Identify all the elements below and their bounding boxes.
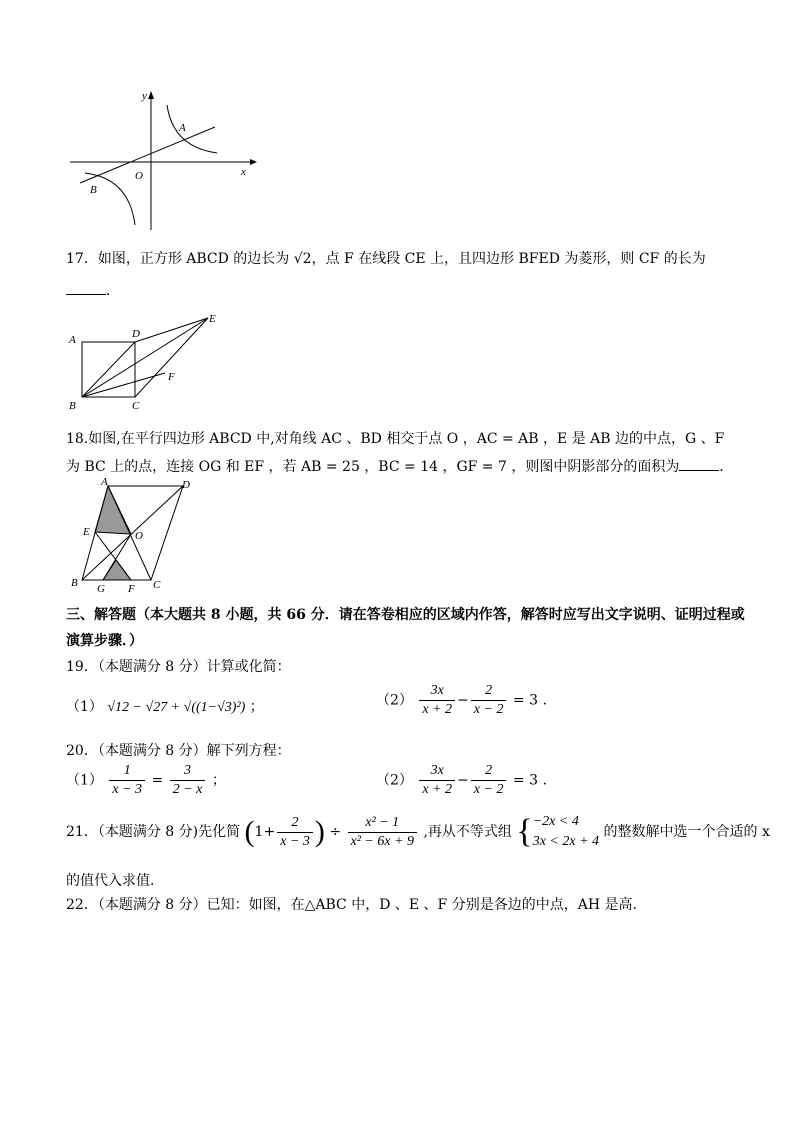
question-18-text: 为 BC 上的点，连接 OG 和 EF ，若 AB = 25 ，BC = 14 ，GF = 7 ，则图中阴影部分的面积为	[66, 459, 680, 475]
question-20-part1	[66, 762, 226, 799]
brace-left: {	[516, 813, 533, 850]
label-B: B	[71, 577, 78, 589]
label-y: y	[142, 90, 147, 102]
question-21-mid: ,再从不等式组	[423, 824, 512, 840]
label-F: F	[168, 371, 175, 383]
fraction: $\frac{2}{x - 2}$	[471, 762, 507, 799]
question-21-tail: 的整数解中选一个合适的 x	[603, 824, 770, 840]
label-E: E	[209, 313, 216, 325]
answer-blank	[66, 280, 106, 295]
label-A: A	[69, 334, 76, 346]
equation-tail: = 3 .	[512, 692, 547, 709]
question-19-head: 19．（本题满分 8 分）计算或化简：	[66, 659, 291, 675]
paren-right: )	[314, 815, 325, 848]
equals-sign: =	[151, 772, 164, 789]
hyperbola-branch-2	[85, 173, 135, 225]
part-tail: ；	[249, 699, 264, 715]
label-F: F	[128, 583, 135, 595]
inequality-system	[533, 812, 599, 852]
question-18-line1: 18.如图,在平行四边形 ABCD 中,对角线 AC 、BD 相交于点 O ，AC = AB ，E 是 AB 边的中点，G 、F	[66, 431, 725, 447]
question-20-part2	[376, 762, 547, 799]
question-21-head: 21．（本题满分 8 分)先化简	[66, 824, 241, 840]
divide-sign: ÷	[329, 824, 342, 840]
question-18-tail: ．	[719, 459, 734, 475]
y-axis-arrow	[148, 91, 154, 99]
expression: √12 − √27 + √((1−√3)²)	[107, 700, 246, 715]
fraction: $\frac{3x}{x + 2}$	[419, 682, 455, 719]
diagonal-BD	[82, 486, 183, 580]
label-B: B	[69, 400, 76, 412]
fraction: $\frac{3x}{x + 2}$	[419, 762, 455, 799]
label-C: C	[132, 400, 140, 412]
fraction: $\frac{2}{x - 2}$	[471, 682, 507, 719]
line-AB	[80, 127, 215, 183]
label-E: E	[83, 526, 90, 538]
inequality-2: 3x < 2x + 4	[532, 834, 600, 849]
section-3-heading-line1: 三、解答题（本大题共 8 小题，共 66 分．请在答卷相应的区域内作答，解答时应写出文字说明、证明过程或	[66, 607, 745, 623]
question-17-answer-line	[66, 280, 120, 300]
label-O: O	[135, 530, 143, 542]
label-G: G	[97, 583, 105, 595]
part-label: （2）	[376, 772, 413, 789]
part-tail: ；	[211, 772, 226, 789]
shaded-region-1	[95, 486, 131, 534]
minus-sign: −	[457, 772, 469, 789]
question-19-part1	[66, 696, 264, 716]
question-17: 17．如图，正方形 ABCD 的边长为 √2，点 F 在线段 CE 上，且四边形 BFED 为菱形，则 CF 的长为	[66, 251, 706, 267]
label-x: x	[241, 166, 246, 178]
line-BE	[82, 318, 208, 397]
fraction: $\frac{\text{x² − 1}}{\text{x² − 6x + 9}}$	[348, 814, 418, 851]
question-19-part2	[376, 682, 547, 719]
figure-q18	[66, 476, 206, 596]
paren-left: (	[244, 815, 255, 848]
fraction: $\frac{3}{2 - x}$	[170, 762, 206, 799]
label-D: D	[132, 328, 140, 340]
label-D: D	[182, 479, 190, 491]
label-A: A	[101, 476, 108, 488]
figure-q16-graph	[65, 85, 265, 233]
question-20-head: 20．（本题满分 8 分）解下列方程：	[66, 743, 291, 759]
label-A: A	[179, 122, 186, 134]
answer-blank	[679, 456, 719, 471]
question-18-line2	[66, 456, 733, 476]
fraction: $\frac{1}{x - 3}$	[109, 762, 145, 799]
diagonal-BD	[82, 342, 135, 397]
label-C: C	[153, 579, 161, 591]
part-label: （1）	[66, 772, 103, 789]
part-label: （2）	[376, 692, 413, 709]
one-plus: 1+	[254, 824, 276, 840]
equation-tail: = 3 .	[512, 772, 547, 789]
inequality-1: −2x < 4	[532, 814, 579, 829]
figure-q17	[62, 310, 232, 415]
line-BF	[82, 373, 165, 397]
minus-sign: −	[457, 692, 469, 709]
fraction: $\frac{2}{x - 3}$	[277, 814, 313, 851]
label-B: B	[90, 184, 97, 196]
question-17-tail: ．	[106, 283, 120, 299]
shaded-region-2	[103, 560, 131, 580]
question-21	[66, 812, 770, 852]
x-axis-arrow	[250, 159, 257, 165]
question-22: 22．（本题满分 8 分）已知：如图，在△ABC 中，D 、E 、F 分别是各边的中点，AH 是高．	[66, 897, 647, 913]
question-21-line2: 的值代入求值．	[66, 873, 164, 889]
section-3-heading-line2: 演算步骤．）	[66, 633, 143, 649]
label-O: O	[135, 170, 143, 182]
part-label: （1）	[66, 699, 103, 715]
